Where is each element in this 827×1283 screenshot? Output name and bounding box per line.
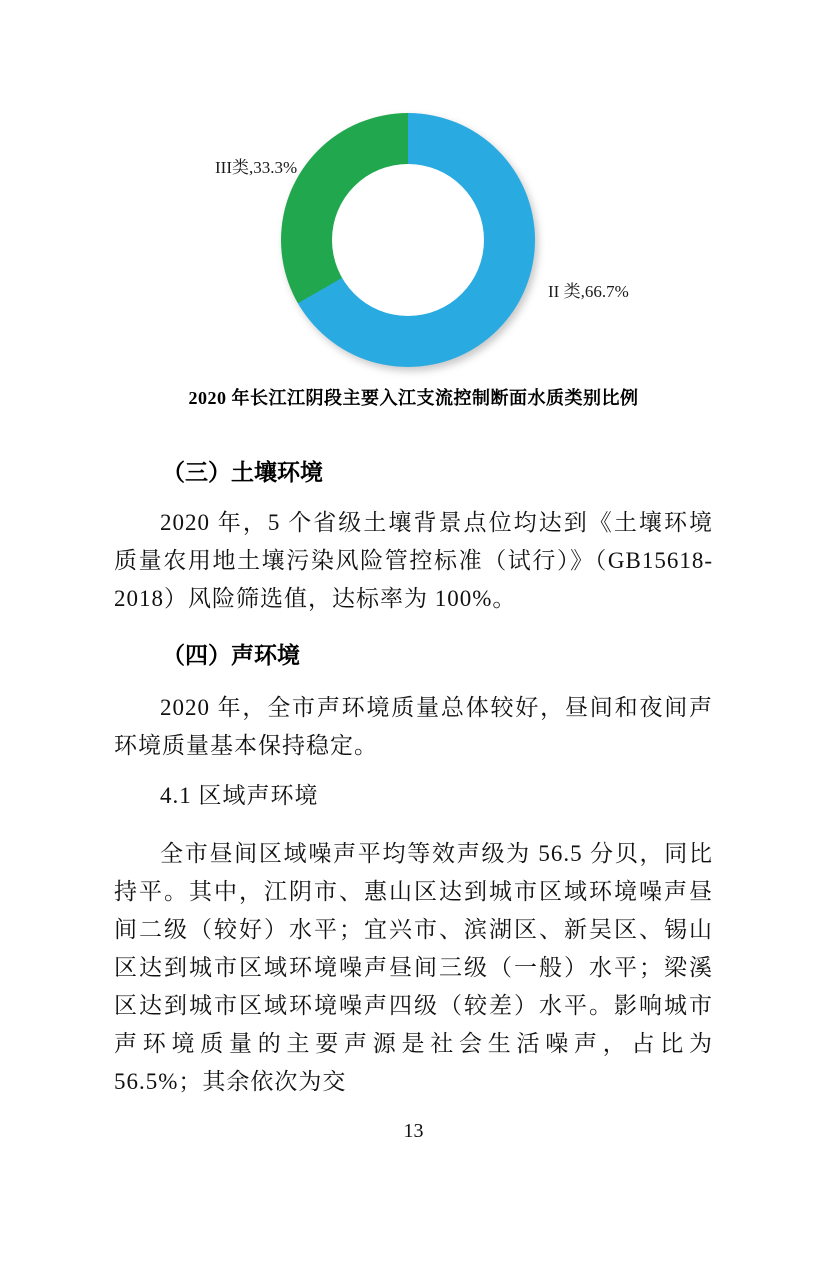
document-page	[0, 113, 827, 1283]
donut-chart-hole	[332, 164, 484, 316]
soil-paragraph: 2020 年，5 个省级土壤背景点位均达到《土壤环境质量农用地土壤污染风险管控标准（试行）》（GB15618-2018）风险筛选值，达标率为 100%。	[114, 510, 713, 611]
section-heading-soil: （三）土壤环境	[162, 459, 323, 485]
page-content	[0, 113, 827, 1143]
section-heading-noise: （四）声环境	[162, 642, 300, 668]
page-number: 13	[403, 1120, 424, 1142]
noise-subheading-regional: 4.1 区域声环境	[160, 783, 319, 808]
water-quality-donut-figure	[114, 113, 713, 367]
slice-label-class2: II 类,66.7%	[548, 282, 629, 301]
donut-chart-wrap	[281, 113, 535, 367]
slice-label-class3: III类,33.3%	[215, 158, 298, 177]
noise-paragraph: 2020 年，全市声环境质量总体较好，昼间和夜间声环境质量基本保持稳定。	[114, 695, 713, 758]
figure-caption: 2020 年长江江阴段主要入江支流控制断面水质类别比例	[188, 388, 639, 408]
regional-noise-paragraph: 全市昼间区域噪声平均等效声级为 56.5 分贝，同比持平。其中，江阴市、惠山区达到城市区域环境噪声昼间二级（较好）水平；宜兴市、滨湖区、新吴区、锡山区达到城市区域环境噪声昼间三级（一般）水平；梁溪区达到城市区域环境噪声四级（较差）水平。影响城市声环境质量的主要声源是社会生活噪声，占比为 56.5%；其余依次为交	[114, 841, 713, 1094]
